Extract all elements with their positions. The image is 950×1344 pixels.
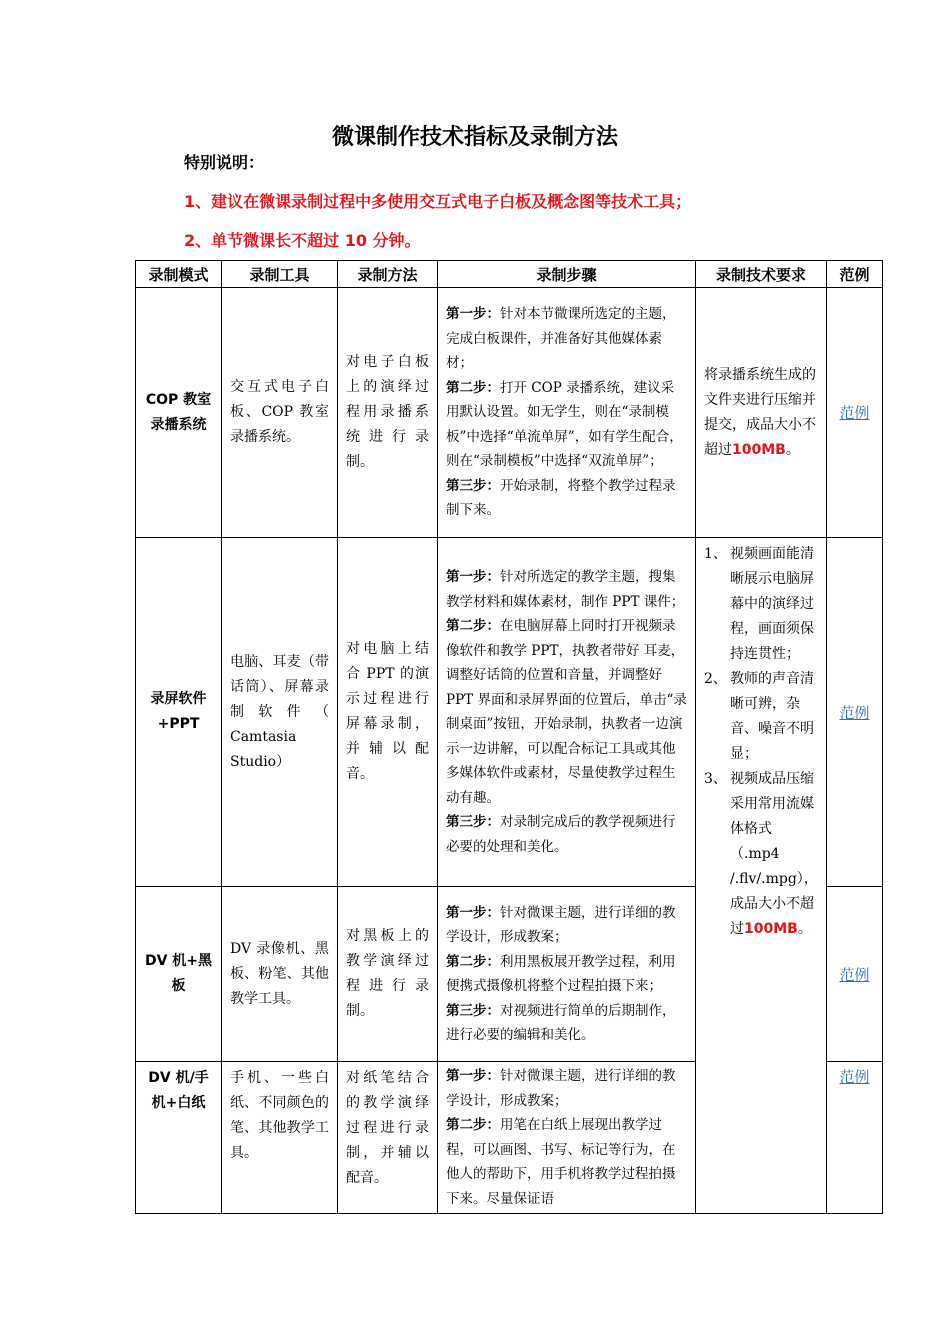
header-tool: 录制工具 — [222, 261, 338, 288]
example-link[interactable]: 范例 — [839, 404, 870, 422]
shared-requirement-cell — [696, 538, 827, 1214]
example-link[interactable]: 范例 — [839, 1068, 870, 1086]
tool-cell: 手机、一些白纸、不同颜色的笔、其他教学工具。 — [222, 1062, 338, 1214]
example-cell — [827, 887, 883, 1062]
requirement-item-3: 3、 视频成品压缩采用常用流媒体格式（.mp4 /.flv/.mpg），成品大小不超过100MB。 — [704, 771, 818, 937]
tool-cell: 电脑、耳麦（带话筒）、屏幕录制软件（ Camtasia Studio） — [222, 538, 338, 887]
requirement-item-2: 2、 教师的声音清晰可辨，杂音、噪音不明显； — [704, 671, 814, 762]
header-example: 范例 — [827, 261, 883, 288]
header-method: 录制方法 — [338, 261, 438, 288]
table-row — [136, 538, 883, 887]
example-cell — [827, 288, 883, 538]
mode-cell: COP 教室录播系统 — [136, 288, 222, 538]
method-cell: 对纸笔结合的教学演绎过程进行录制，并辅以配音。 — [338, 1062, 438, 1214]
example-link[interactable]: 范例 — [839, 965, 870, 984]
method-cell: 对电脑上结合 PPT 的演示过程进行屏幕录制，并辅以配音。 — [338, 538, 438, 887]
step-2: 第二步：用笔在白纸上展现出教学过程，可以画图、书写、标记等行为，在他人的帮助下，用手机将教学过程拍摄下来。尽量保证语 — [446, 1117, 676, 1207]
step-2: 第二步：在电脑屏幕上同时打开视频录像软件和教学 PPT，执教者带好 耳麦，调整好话筒的位置和音量，并调整好 PPT 界面和录屏界面的位置后，单击“录制桌面”按钮，开始录制，执教者一边演示一边讲解，可以配合标记工具或其他多媒体软件或素材，尽量使教学过程生动有趣。 — [446, 618, 687, 806]
step-1: 第一步：针对所选定的教学主题，搜集教学材料和媒体素材，制作 PPT 课件； — [446, 569, 685, 610]
steps-cell — [438, 538, 696, 887]
step-3: 第三步：对录制完成后的教学视频进行必要的处理和美化。 — [446, 814, 676, 855]
example-cell — [827, 538, 883, 887]
method-cell: 对黑板上的教学演绎过程进行录制。 — [338, 887, 438, 1062]
mode-cell: 录屏软件+PPT — [136, 538, 222, 887]
note-1: 1、建议在微课录制过程中多使用交互式电子白板及概念图等技术工具； — [184, 192, 692, 211]
special-note-label: 特别说明： — [184, 153, 265, 172]
header-steps: 录制步骤 — [438, 261, 696, 288]
steps-cell — [438, 288, 696, 538]
example-link[interactable]: 范例 — [839, 703, 870, 722]
note-2: 2、单节微课长不超过 10 分钟。 — [184, 231, 421, 250]
steps-cell — [438, 887, 696, 1062]
step-1: 第一步：针对本节微课所选定的主题，完成白板课件，并准备好其他媒体素材； — [446, 306, 676, 372]
step-1: 第一步：针对微课主题，进行详细的教学设计，形成教案； — [446, 1068, 676, 1109]
tool-cell: DV 录像机、黑板、粉笔、其他教学工具。 — [222, 887, 338, 1062]
header-mode: 录制模式 — [136, 261, 222, 288]
tool-cell: 交互式电子白板、COP 教室录播系统。 — [222, 288, 338, 538]
requirement-item-1: 1、 视频画面能清晰展示电脑屏幕中的演绎过程，画面须保持连贯性； — [704, 546, 814, 662]
steps-cell — [438, 1062, 696, 1214]
method-cell: 对电子白板上的演绎过程用录播系统进行录制。 — [338, 288, 438, 538]
recording-methods-table — [135, 260, 883, 1214]
table-row — [136, 288, 883, 538]
header-requirements: 录制技术要求 — [696, 261, 827, 288]
step-2: 第二步：打开 COP 录播系统，建议采用默认设置。如无学生，则在“录制模板”中选择“单流单屏”，如有学生配合，则在“录制模板”中选择“双流单屏”； — [446, 379, 683, 470]
mode-cell: DV 机+黑板 — [136, 887, 222, 1062]
requirement-cell: 将录播系统生成的文件夹进行压缩并提交，成品大小不超过100MB。 — [696, 288, 827, 538]
mode-cell: DV 机/手机+白纸 — [136, 1062, 222, 1214]
step-1: 第一步：针对微课主题，进行详细的教学设计，形成教案； — [446, 904, 676, 945]
example-cell — [827, 1062, 883, 1214]
step-2: 第二步：利用黑板展开教学过程，利用便携式摄像机将整个过程拍摄下来； — [446, 953, 676, 994]
table-header-row — [136, 261, 883, 288]
step-3: 第三步：开始录制，将整个教学过程录制下来。 — [446, 477, 676, 519]
step-3: 第三步：对视频进行简单的后期制作，进行必要的编辑和美化。 — [446, 1002, 676, 1043]
document-title: 微课制作技术指标及录制方法 — [331, 125, 618, 150]
